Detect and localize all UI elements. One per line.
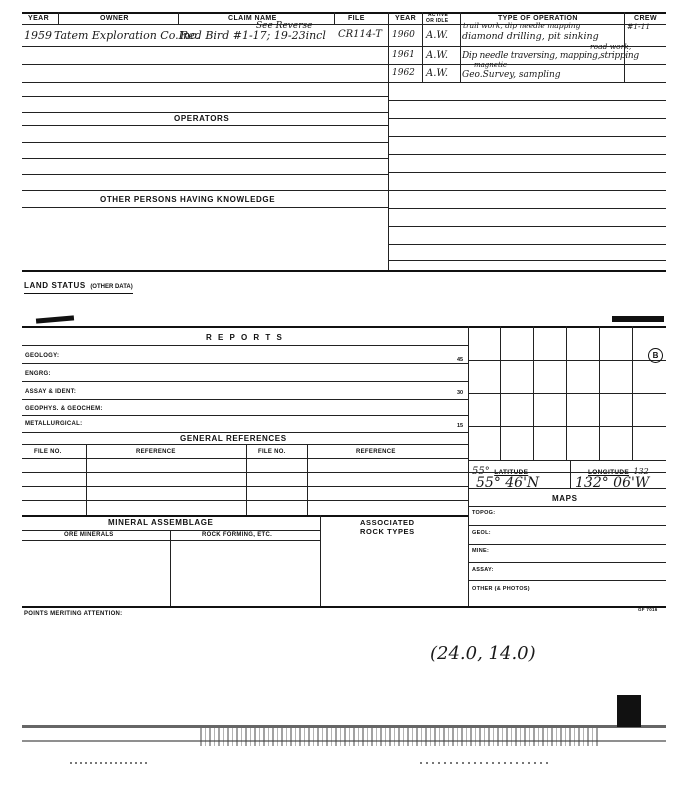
top-border xyxy=(22,12,666,14)
row-line xyxy=(468,525,666,526)
ore-minerals-header: ORE MINERALS xyxy=(64,532,114,538)
report-assay: ASSAY & IDENT: xyxy=(25,389,77,395)
reports-top-rule xyxy=(22,326,666,328)
row-line xyxy=(388,154,666,155)
row-line xyxy=(22,486,468,487)
operation-type: Dip needle traversing, mapping,stripping xyxy=(462,51,639,61)
grid-marker-circle: B xyxy=(648,348,663,363)
maps-other: OTHER (& PHOTOS) xyxy=(472,586,530,592)
row-line xyxy=(22,500,468,501)
col-year2-header: YEAR xyxy=(395,15,417,22)
row-line xyxy=(468,562,666,563)
other-persons-heading: OTHER PERSONS HAVING KNOWLEDGE xyxy=(100,195,276,204)
col-claim-name-header: CLAIM NAME xyxy=(228,15,277,22)
handwritten-reference: (24.0, 14.0) xyxy=(430,643,536,664)
col-sep xyxy=(570,460,571,488)
row-line xyxy=(468,472,666,473)
col-sep xyxy=(334,12,335,24)
operators-heading: OPERATORS xyxy=(174,114,230,123)
col-active-header-2: OR IDLE xyxy=(426,18,449,24)
points-meriting-attention: POINTS MERITING ATTENTION: xyxy=(24,611,123,617)
operation-crew: #1-11 xyxy=(627,22,651,31)
grid-line xyxy=(468,360,666,361)
row-line xyxy=(22,190,388,191)
maps-mine: MINE: xyxy=(472,548,490,554)
main-divider xyxy=(388,12,389,270)
row-line xyxy=(22,530,320,531)
col-sep xyxy=(422,12,423,82)
operation-status: A.W. xyxy=(426,30,449,41)
operators-rule xyxy=(22,112,388,113)
row-line xyxy=(388,260,666,261)
row-line xyxy=(22,363,468,364)
rock-forming-header: ROCK FORMING, ETC. xyxy=(202,532,273,538)
row-line xyxy=(22,399,468,400)
scan-noise-band xyxy=(70,762,150,764)
longitude-value: 132° 06'W xyxy=(575,475,650,491)
row-line xyxy=(388,172,666,173)
reports-heading: R E P O R T S xyxy=(206,333,284,342)
scale-45: 45 xyxy=(457,357,464,363)
gr-file-no-2: FILE NO. xyxy=(258,449,286,455)
scale-15: 15 xyxy=(457,423,464,429)
row-line xyxy=(22,472,468,473)
maps-heading: MAPS xyxy=(552,494,578,503)
row-line xyxy=(22,540,320,541)
scan-noise-band xyxy=(22,740,666,742)
owner-entry-file: CR114-T xyxy=(338,29,382,40)
operation-status: A.W. xyxy=(426,68,449,79)
row-line xyxy=(468,488,666,489)
owner-entry-owner: Tatem Exploration Co.Inc. xyxy=(54,29,200,42)
reports-divider xyxy=(468,326,469,606)
latitude-prefix: 55° xyxy=(472,466,490,477)
operation-year: 1962 xyxy=(392,68,415,78)
col-sep xyxy=(58,12,59,24)
scan-streak xyxy=(612,316,664,322)
report-geophys: GEOPHYS. & GEOCHEM: xyxy=(25,406,103,412)
row-line xyxy=(22,46,388,47)
col-file-header: FILE xyxy=(348,15,365,22)
maps-topog: TOPOG: xyxy=(472,510,496,516)
col-sep xyxy=(307,444,308,516)
maps-assay: ASSAY: xyxy=(472,567,494,573)
row-line xyxy=(22,458,468,459)
row-line xyxy=(22,142,388,143)
bottom-rule xyxy=(22,606,666,608)
row-line xyxy=(22,415,468,416)
owner-entry-claim-note: See Reverse xyxy=(256,21,313,31)
report-geology: GEOLOGY: xyxy=(25,353,60,359)
operation-type: Geo.Survey, sampling xyxy=(462,70,561,80)
associated-heading-2: ROCK TYPES xyxy=(360,527,415,536)
row-line xyxy=(22,345,468,346)
row-line xyxy=(22,174,388,175)
associated-heading-1: ASSOCIATED xyxy=(360,518,415,527)
col-sep xyxy=(86,444,87,516)
row-line xyxy=(388,118,666,119)
form-number: GF 7016 xyxy=(638,607,658,612)
row-line xyxy=(22,125,388,126)
row-line xyxy=(468,580,666,581)
row-line xyxy=(388,190,666,191)
scan-dark-block xyxy=(617,695,641,727)
col-sep xyxy=(460,12,461,82)
col-sep xyxy=(246,444,247,516)
operation-type-top: road work, xyxy=(590,42,632,51)
row-line xyxy=(388,82,666,83)
owner-entry-claim-name: Red Bird #1-17; 19-23incl xyxy=(180,29,326,42)
scan-noise-band xyxy=(200,728,600,746)
row-line xyxy=(468,544,666,545)
operation-type: diamond drilling, pit sinking xyxy=(462,31,599,42)
col-sep xyxy=(178,12,179,24)
row-line xyxy=(388,100,666,101)
gr-reference-1: REFERENCE xyxy=(136,449,176,455)
row-line xyxy=(22,515,468,517)
row-line xyxy=(388,244,666,245)
row-line xyxy=(22,381,468,382)
grid-line xyxy=(468,393,666,394)
operation-year: 1961 xyxy=(392,50,415,60)
row-line xyxy=(22,432,468,433)
col-active-header-1: ACTIVE xyxy=(428,12,449,18)
general-references-heading: GENERAL REFERENCES xyxy=(180,434,287,443)
col-type-of-operation-header: TYPE OF OPERATION xyxy=(498,15,578,22)
scan-streak xyxy=(36,315,74,323)
operation-year: 1960 xyxy=(392,30,415,40)
grid-line xyxy=(468,426,666,427)
row-line xyxy=(468,506,666,507)
row-line xyxy=(22,207,388,208)
scan-noise-band xyxy=(420,762,550,764)
gr-file-no-1: FILE NO. xyxy=(34,449,62,455)
land-status-label xyxy=(24,275,133,294)
col-owner-header: OWNER xyxy=(100,15,129,22)
row-line xyxy=(388,136,666,137)
row-line xyxy=(22,64,388,65)
land-status-sub: (OTHER DATA) xyxy=(90,284,133,290)
longitude-suffix: 132 xyxy=(633,467,649,476)
col-crew-header: CREW xyxy=(634,15,657,22)
operation-type-top: magnetic xyxy=(474,61,507,69)
row-line xyxy=(388,208,666,209)
section-rule xyxy=(22,270,666,272)
col-year-header: YEAR xyxy=(28,15,50,22)
owner-entry-year: 1959 xyxy=(24,29,52,42)
latitude-value: 55° 46'N xyxy=(476,475,540,491)
col-sep xyxy=(170,530,171,606)
scale-30: 30 xyxy=(457,390,464,396)
row-line xyxy=(388,64,666,65)
row-line xyxy=(22,96,388,97)
land-status-heading: LAND STATUS xyxy=(24,281,86,290)
report-metallurgical: METALLURGICAL: xyxy=(25,421,83,427)
row-line xyxy=(388,226,666,227)
col-sep xyxy=(320,515,321,606)
row-line xyxy=(22,158,388,159)
gr-reference-2: REFERENCE xyxy=(356,449,396,455)
mineral-assemblage-heading: MINERAL ASSEMBLAGE xyxy=(108,518,214,527)
latitude-label: LATITUDE xyxy=(494,469,529,476)
longitude-label: LONGITUDE xyxy=(588,469,629,476)
maps-geol: GEOL: xyxy=(472,530,491,536)
operation-status: A.W. xyxy=(426,50,449,61)
operation-type-top: trail work, dip needle mapping xyxy=(463,21,581,30)
report-engrg: ENGRG: xyxy=(25,371,51,377)
row-line xyxy=(22,82,388,83)
row-line xyxy=(22,444,468,445)
